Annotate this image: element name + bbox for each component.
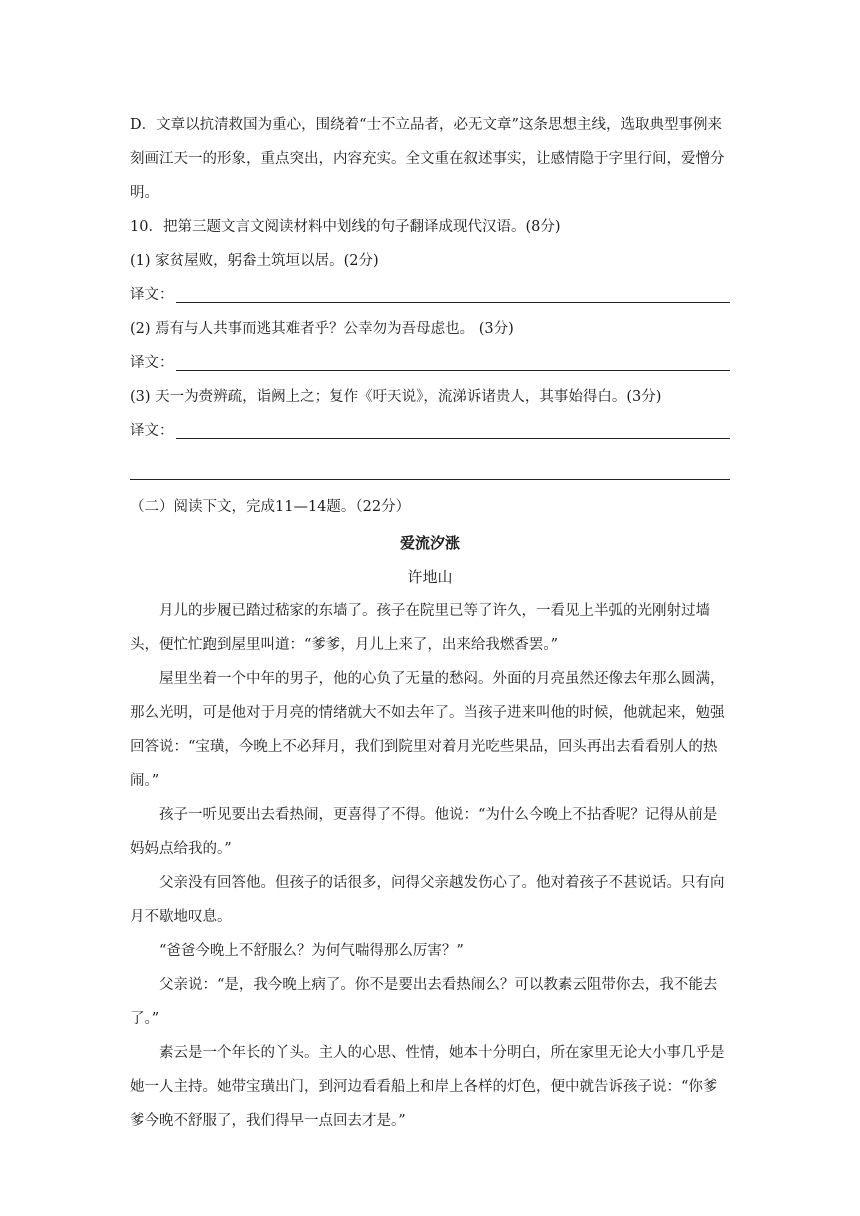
passage-paragraph: 父亲没有回答他。但孩子的话很多，问得父亲越发伤心了。他对着孩子不甚说话。只有向月不歇地叹息。: [130, 875, 725, 925]
passage-paragraph: “爸爸今晚上不舒服么？为何气喘得那么厉害？”: [159, 943, 464, 959]
q10-item-2-answer-row: [130, 346, 730, 380]
q10-item-2-text: (2) 焉有与人共事而逃其难者乎？公幸勿为吾母虑也。 (3分): [130, 321, 514, 337]
answer-blank-line[interactable]: [176, 438, 731, 439]
answer-blank-line[interactable]: [176, 302, 731, 303]
document-content: [130, 108, 730, 1138]
answer-label: 译文：: [130, 287, 174, 303]
option-d-text: D．文章以抗清救国为重心，围绕着“士不立品者，必无文章”这条思想主线，选取典型事例来刻画江天一的形象，重点突出，内容充实。全文重在叙述事实，让感情隐于字里行间，爱憎分明。: [130, 117, 725, 201]
answer-label: 译文：: [130, 355, 174, 371]
question-10-prompt: 10．把第三题文言文阅读材料中划线的句子翻译成现代汉语。(8分): [130, 219, 561, 235]
answer-blank-line[interactable]: [176, 370, 731, 371]
passage-paragraph: 父亲说：“是，我今晚上病了。你不是要出去看热闹么？可以教素云阻带你去，我不能去了。”: [130, 977, 718, 1027]
passage-paragraph: 孩子一听见要出去看热闹，更喜得了不得。他说：“为什么今晚上不拈香呢？记得从前是妈妈点给我的。”: [130, 807, 718, 857]
q10-item-3-answer-row: [130, 414, 730, 448]
q10-item-1-text: (1) 家贫屋败，躬畚土筑垣以居。(2分): [130, 253, 379, 269]
answer-continuation-line[interactable]: [130, 478, 730, 480]
passage-paragraph: 月儿的步履已踏过嵇家的东墙了。孩子在院里已等了许久，一看见上半弧的光刚射过墙头，便忙忙跑到屋里叫道：“爹爹，月儿上来了，出来给我燃香罢。”: [130, 603, 710, 653]
q10-item-1-answer-row: [130, 278, 730, 312]
passage-title: 爱流汐涨: [399, 534, 460, 552]
answer-label: 译文：: [130, 423, 174, 439]
passage-author: 许地山: [407, 568, 453, 586]
passage-paragraph: 屋里坐着一个中年的男子，他的心负了无量的愁闷。外面的月亮虽然还像去年那么圆满，那么光明，可是他对于月亮的情绪就大不如去年了。当孩子进来叫他的时候，他就起来，勉强回答说：“宝璜，今晚上不必拜月，我们到院里对着月光吃些果品，回头再出去看看别人的热闹。”: [130, 671, 725, 789]
section-2-heading: （二）阅读下文，完成11—14题。（22分）: [130, 499, 411, 515]
q10-item-3-text: (3) 天一为赍辨疏，诣阙上之；复作《吁天说》，流涕诉诸贵人，其事始得白。(3分): [130, 389, 662, 405]
passage-paragraph: 素云是一个年长的丫头。主人的心思、性情，她本十分明白，所在家里无论大小事几乎是她一人主持。她带宝璜出门，到河边看看船上和岸上各样的灯色，便中就告诉孩子说：“你爹爹今晚不舒服了，我们得早一点回去才是。”: [130, 1045, 725, 1129]
